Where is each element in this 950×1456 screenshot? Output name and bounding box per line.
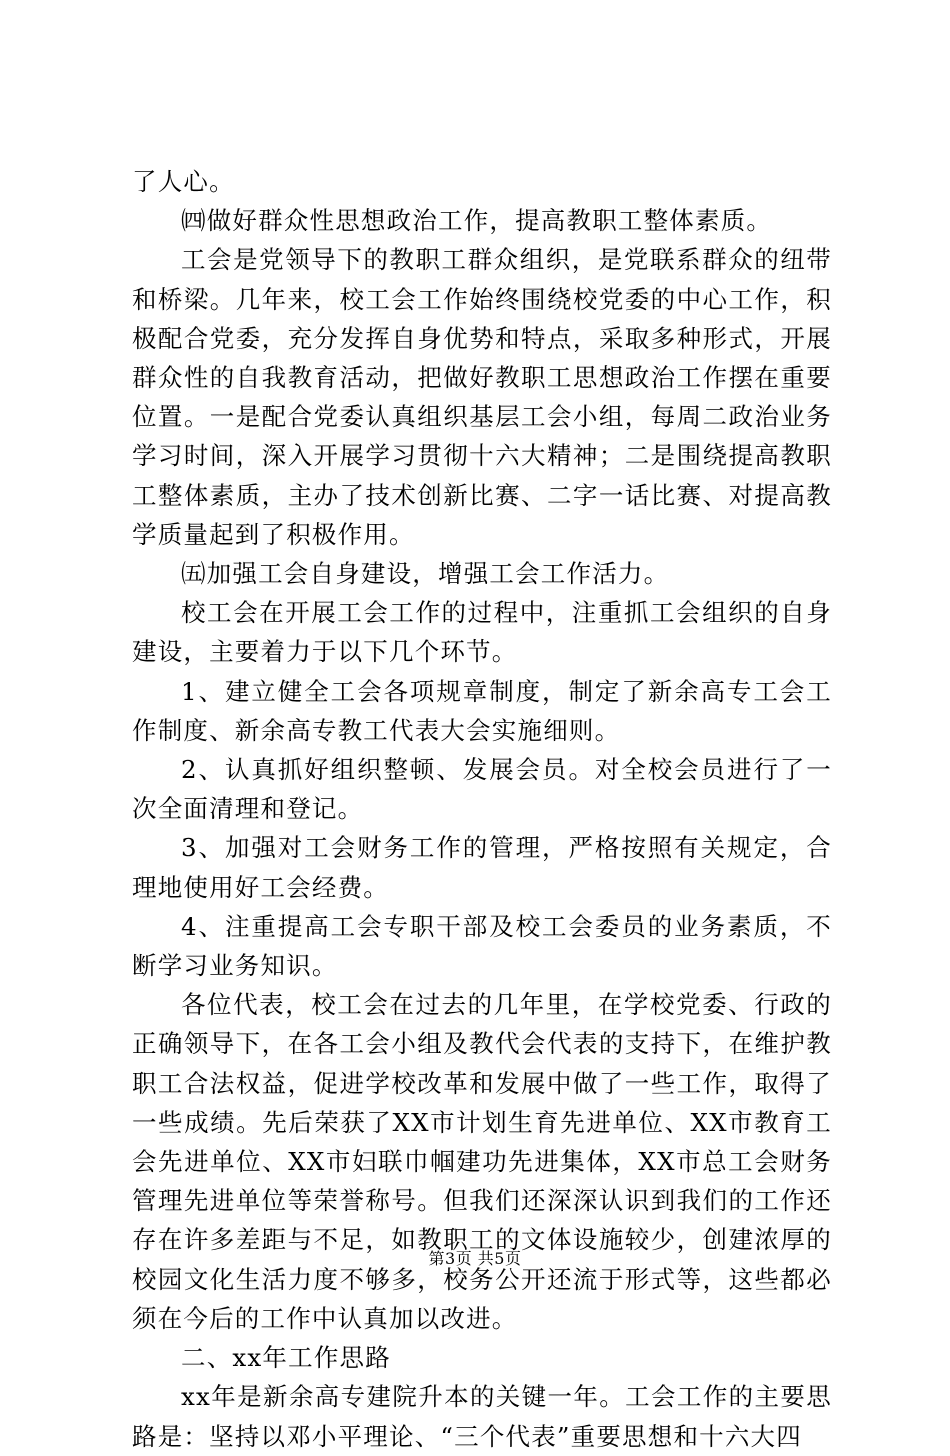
- section-heading-5: ㈤加强工会自身建设，增强工会工作活力。: [181, 559, 670, 589]
- list-item-1: 1、建立健全工会各项规章制度，制定了新余高专工会工作制度、新余高专教工代表大会实施细则。: [132, 676, 832, 745]
- list-item-2: 2、认真抓好组织整顿、发展会员。对全校会员进行了一次全面清理和登记。: [132, 755, 832, 824]
- paragraph-self-building: 校工会在开展工会工作的过程中，注重抓工会组织的自身建设，主要着力于以下几个环节。: [132, 598, 832, 667]
- list-item-3: 3、加强对工会财务工作的管理，严格按照有关规定，合理地使用好工会经费。: [132, 833, 832, 902]
- page-number-footer: 第3页 共5页: [428, 1249, 522, 1268]
- section-heading-4: ㈣做好群众性思想政治工作，提高教职工整体素质。: [181, 206, 773, 236]
- section-heading-work-plan: 二、xx年工作思路: [181, 1343, 391, 1373]
- paragraph-union-role: 工会是党领导下的教职工群众组织，是党联系群众的纽带和桥梁。几年来，校工会工作始终围绕校党委的中心工作，积极配合党委，充分发挥自身优势和特点，采取多种形式，开展群众性的自我教育活动，把做好教职工思想政治工作摆在重要位置。一是配合党委认真组织基层工会小组，每周二政治业务学习时间，深入开展学习贯彻十六大精神；二是围绕提高教职工整体素质，主办了技术创新比赛、二字一话比赛、对提高教学质量起到了积极作用。: [132, 245, 832, 549]
- paragraph-work-plan: xx年是新余高专建院升本的关键一年。工会工作的主要思路是：坚持以邓小平理论、“三个代表”重要思想和十六大四: [132, 1382, 832, 1451]
- paragraph-continuation: 了人心。: [132, 167, 235, 196]
- paragraph-summary: 各位代表，校工会在过去的几年里，在学校党委、行政的正确领导下，在各工会小组及教代会代表的支持下，在维护教职工合法权益，促进学校改革和发展中做了一些工作，取得了一些成绩。先后荣获了XX市计划生育先进单位、XX市教育工会先进单位、XX市妇联巾帼建功先进集体，XX市总工会财务管理先进单位等荣誉称号。但我们还深深认识到我们的工作还存在许多差距与不足，如教职工的文体设施较少，创建浓厚的校园文化生活力度不够多，校务公开还流于形式等，这些都必须在今后的工作中认真加以改进。: [132, 990, 832, 1333]
- list-item-4: 4、注重提高工会专职干部及校工会委员的业务素质，不断学习业务知识。: [132, 911, 832, 981]
